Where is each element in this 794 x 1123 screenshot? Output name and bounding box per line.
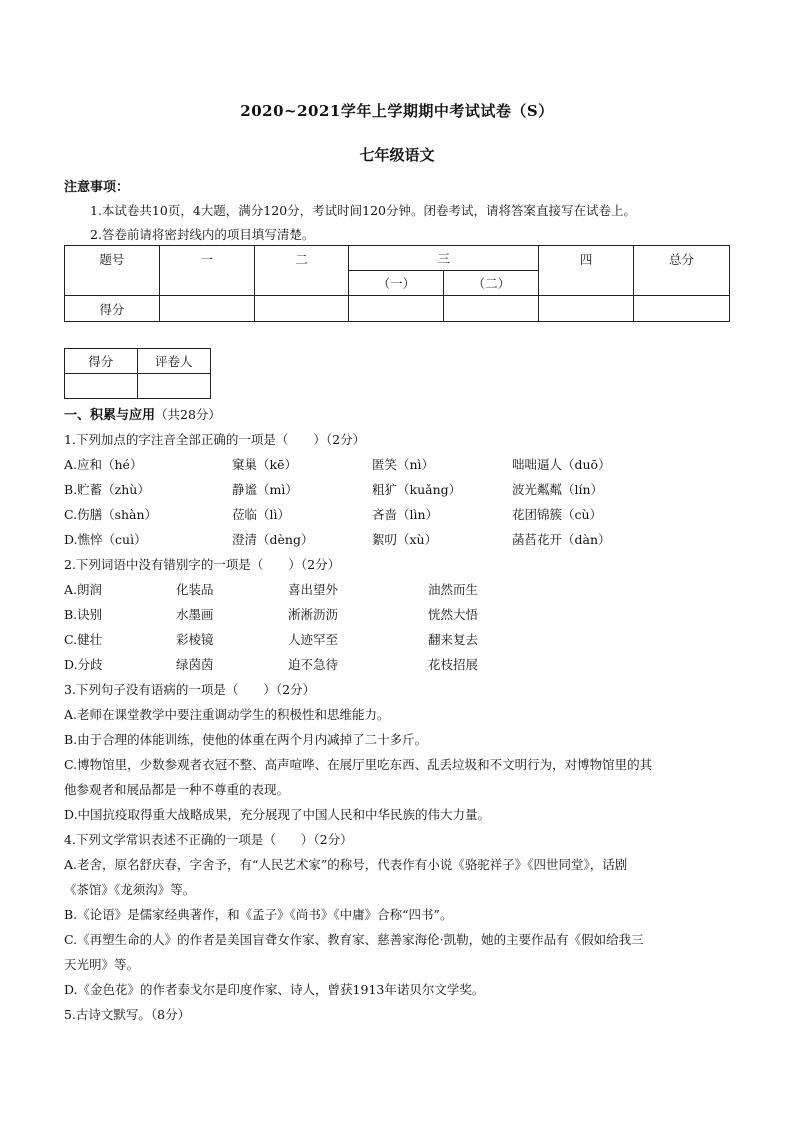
q1-option: 花团锦簇（cù） <box>512 507 603 522</box>
q1-option: D.憔悴（cuì） <box>64 532 147 547</box>
q2-option: 油然而生 <box>428 582 479 597</box>
q1-option: 匿笑（nì） <box>372 457 435 472</box>
q1-option: 窠巢（kē） <box>232 457 297 472</box>
q2-option: 彩棱镜 <box>176 632 214 647</box>
q1-option: 静谧（mì） <box>232 482 298 497</box>
q1-option: 澄清（dèng） <box>232 532 314 547</box>
question-1-stem: 1.下列加点的字注音全部正确的一项是（ ）（2分） <box>64 432 366 447</box>
q4-option: C.《再塑生命的人》的作者是美国盲聋女作家、教育家、慈善家海伦·凯勒，她的主要作品有《假如给我三 <box>64 932 644 947</box>
q2-option: 化装品 <box>176 582 214 597</box>
q2-option: B.诀别 <box>64 607 103 622</box>
score-cell[interactable] <box>159 296 254 322</box>
q2-option: 喜出望外 <box>288 582 339 597</box>
score-table <box>64 245 730 322</box>
q4-option-continued: 《茶馆》《龙须沟》等。 <box>64 882 196 897</box>
score-cell[interactable] <box>254 296 349 322</box>
q2-option: C.健壮 <box>64 632 103 647</box>
question-2-stem: 2.下列词语中没有错别字的一项是（ ）（2分） <box>64 557 341 572</box>
q4-option-continued: 天光明》等。 <box>64 957 140 972</box>
q1-option: 粗犷（kuǎng） <box>372 482 462 497</box>
section-1-heading <box>64 404 221 423</box>
q4-option: A.老舍，原名舒庆春，字舍予，有“人民艺术家”的称号，代表作有小说《骆驼祥子》《四世同堂》，话剧 <box>64 857 628 872</box>
score-cell[interactable] <box>634 296 730 322</box>
score-cell[interactable] <box>444 296 539 322</box>
score-table-col-3: 三 <box>349 246 539 271</box>
q4-option: B.《论语》是儒家经典著作，和《孟子》《尚书》《中庸》合称“四书”。 <box>64 907 453 922</box>
q2-option: 淅淅沥沥 <box>288 607 339 622</box>
q1-option: A.应和（hé） <box>64 457 143 472</box>
q3-option: B.由于合理的体能训练，使他的体重在两个月内减掉了二十多斤。 <box>64 732 428 747</box>
q2-option: 翻来复去 <box>428 632 479 647</box>
q2-option: A.朗润 <box>64 582 103 597</box>
score-table-col-2: 二 <box>254 246 349 296</box>
score-table-col-total: 总分 <box>634 246 730 296</box>
q3-option: D.中国抗疫取得重大战略成果，充分展现了中国人民和中华民族的伟大力量。 <box>64 807 491 822</box>
q1-option: 吝啬（lìn） <box>372 507 439 522</box>
q3-option: C.博物馆里，少数参观者衣冠不整、高声喧哗、在展厅里吃东西、乱丢垃圾和不文明行为，对博物馆里的其 <box>64 757 653 772</box>
exam-subtitle: 七年级语文 <box>359 146 435 164</box>
q2-option: 迫不急待 <box>288 657 339 672</box>
notice-heading: 注意事项： <box>64 180 130 195</box>
q2-option: 花枝招展 <box>428 657 479 672</box>
score-table-subcol-2: （二） <box>444 271 539 296</box>
q2-option: 人迹罕至 <box>288 632 339 647</box>
score-cell[interactable] <box>349 296 444 322</box>
exam-title: 2020~2021学年上学期期中考试试卷（S） <box>240 102 554 120</box>
q1-option: 咄咄逼人（duō） <box>512 457 611 472</box>
grader-score-cell[interactable] <box>65 374 138 399</box>
section-1-title: 一、积累与应用 <box>64 408 156 423</box>
q1-option: 菡萏花开（dàn） <box>512 532 611 547</box>
score-cell[interactable] <box>539 296 634 322</box>
score-table-score-label: 得分 <box>65 296 160 322</box>
q3-option-continued: 他参观者和展品都是一种不尊重的表现。 <box>64 782 290 797</box>
score-table-col-4: 四 <box>539 246 634 296</box>
q2-option: 绿茵茵 <box>176 657 214 672</box>
q1-option: 波光粼粼（lín） <box>512 482 604 497</box>
score-table-col-1: 一 <box>159 246 254 296</box>
q1-option: 絮叨（xù） <box>372 532 438 547</box>
grader-name-cell[interactable] <box>137 374 211 399</box>
grader-label: 评卷人 <box>137 349 211 374</box>
q4-option: D.《金色花》的作者泰戈尔是印度作家、诗人，曾获1913年诺贝尔文学奖。 <box>64 982 485 997</box>
q1-option: B.贮蓄（zhù） <box>64 482 150 497</box>
q2-option: 水墨画 <box>176 607 214 622</box>
q1-option: 莅临（lì） <box>232 507 290 522</box>
score-table-subcol-1: （一） <box>349 271 444 296</box>
question-5-stem: 5.古诗文默写。（8分） <box>64 1007 191 1022</box>
section-1-points: （共28分） <box>155 407 221 422</box>
grader-table <box>64 348 211 399</box>
notice-item: 1.本试卷共10页，4大题，满分120分，考试时间120分钟。闭卷考试，请将答案直接写在试卷上。 <box>90 203 637 218</box>
q2-option: D.分歧 <box>64 657 103 672</box>
q2-option: 恍然大悟 <box>428 607 479 622</box>
score-table-header-label: 题号 <box>65 246 160 296</box>
grader-score-label: 得分 <box>65 349 138 374</box>
notice-item: 2.答卷前请将密封线内的项目填写清楚。 <box>90 227 315 242</box>
question-3-stem: 3.下列句子没有语病的一项是（ ）（2分） <box>64 682 316 697</box>
q3-option: A.老师在课堂教学中要注重调动学生的积极性和思维能力。 <box>64 707 390 722</box>
question-4-stem: 4.下列文学常识表述不正确的一项是（ ）（2分） <box>64 832 353 847</box>
q1-option: C.伤膳（shàn） <box>64 507 158 522</box>
